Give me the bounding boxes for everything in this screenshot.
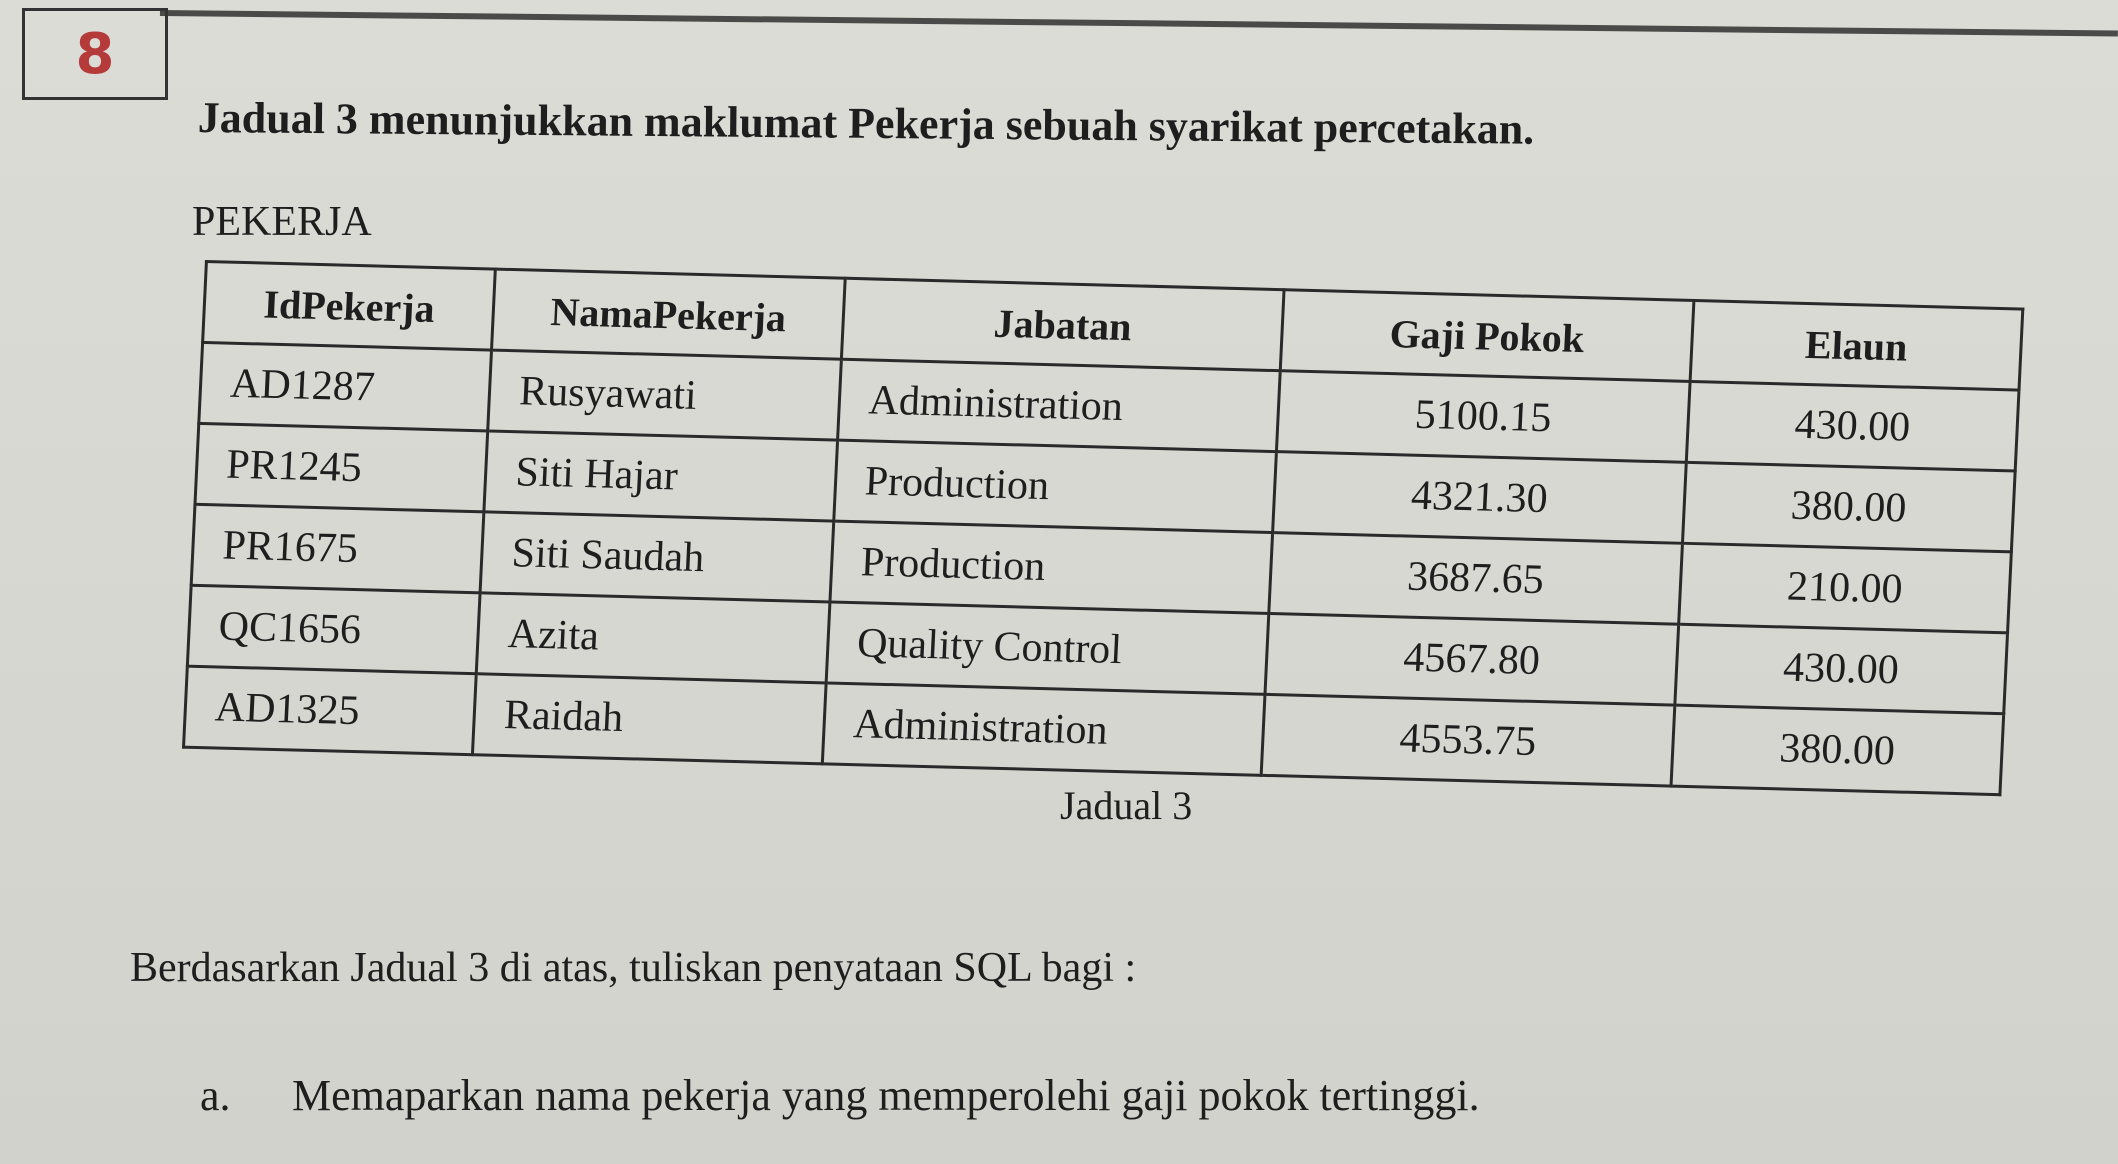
cell-idpekerja: PR1675 [191,504,484,593]
top-rule [160,10,2118,37]
cell-jabatan: Administration [822,683,1265,775]
cell-elaun: 380.00 [1682,462,2015,552]
cell-elaun: 210.00 [1678,543,2011,633]
cell-elaun: 380.00 [1671,705,2004,795]
cell-idpekerja: AD1287 [199,342,492,431]
cell-idpekerja: QC1656 [187,585,480,674]
question-a-label: a. [200,1071,231,1120]
question-a [200,1070,1480,1121]
header-idpekerja: IdPekerja [203,262,496,351]
pekerja-table [182,260,2024,796]
header-elaun: Elaun [1690,300,2023,390]
cell-namapekerja: Azita [477,593,830,683]
cell-namapekerja: Rusyawati [488,350,841,440]
cell-idpekerja: AD1325 [184,666,477,755]
cell-namapekerja: Raidah [473,674,826,764]
table-title: PEKERJA [192,199,372,245]
cell-namapekerja: Siti Hajar [484,431,837,521]
cell-elaun: 430.00 [1686,381,2019,471]
cell-gaji-pokok: 4321.30 [1273,452,1686,544]
cell-jabatan: Production [830,521,1273,613]
cell-jabatan: Production [833,440,1276,532]
instruction-text: Berdasarkan Jadual 3 di atas, tuliskan penyataan SQL bagi : [130,945,1137,991]
header-gaji-pokok: Gaji Pokok [1280,290,1693,382]
question-a-text: Memaparkan nama pekerja yang memperolehi gaji pokok tertinggi. [292,1071,1480,1120]
table-caption: Jadual 3 [1060,783,1193,828]
cell-idpekerja: PR1245 [195,423,488,512]
question-number: 8 [75,21,115,87]
question-number-box [22,8,168,100]
cell-gaji-pokok: 4553.75 [1261,694,1674,786]
cell-elaun: 430.00 [1674,624,2007,714]
header-jabatan: Jabatan [841,278,1284,370]
cell-jabatan: Quality Control [826,602,1269,694]
cell-gaji-pokok: 4567.80 [1265,613,1678,705]
cell-namapekerja: Siti Saudah [480,512,833,602]
cell-gaji-pokok: 5100.15 [1277,371,1690,463]
header-namapekerja: NamaPekerja [492,269,845,359]
cell-gaji-pokok: 3687.65 [1269,533,1682,625]
intro-text: Jadual 3 menunjukkan maklumat Pekerja sebuah syarikat percetakan. [197,92,1535,154]
cell-jabatan: Administration [837,359,1280,451]
